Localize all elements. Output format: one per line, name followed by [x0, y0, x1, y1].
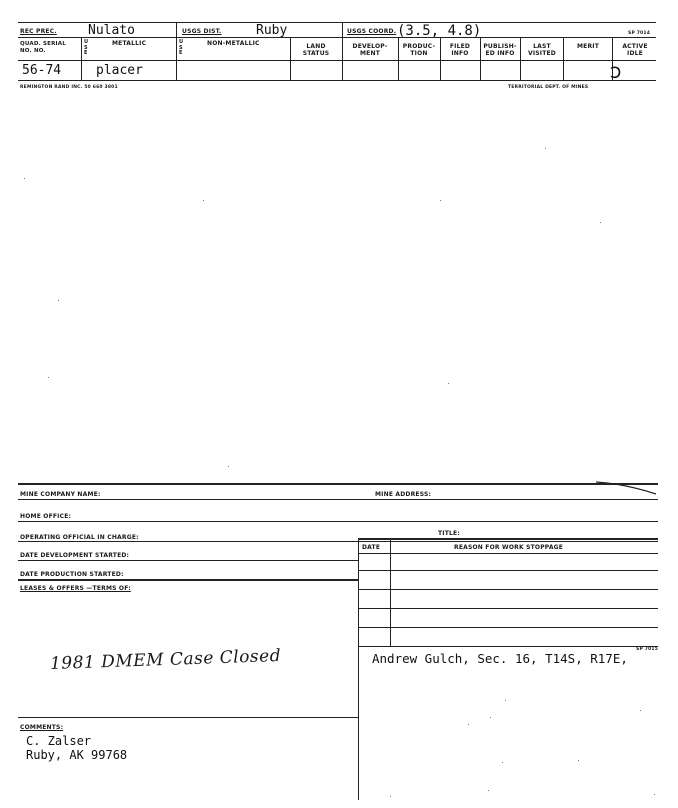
- speck: [440, 200, 441, 201]
- speck: [600, 222, 601, 223]
- leases-offers-label: LEASES & OFFERS —TERMS OF:: [20, 585, 131, 592]
- col-nonmetallic: NON-METALLIC: [207, 40, 260, 47]
- operating-official-label: OPERATING OFFICIAL IN CHARGE:: [20, 534, 139, 541]
- speck: [24, 178, 25, 179]
- speck: [390, 796, 391, 797]
- department-imprint: TERRITORIAL DEPT. OF MINES: [508, 85, 589, 90]
- speck: [545, 148, 546, 149]
- home-office-label: HOME OFFICE:: [20, 513, 72, 520]
- form-number-top: SP 7014: [628, 31, 651, 36]
- usgs-dist-value: Ruby: [256, 23, 288, 38]
- rec-prec-value: Nulato: [88, 23, 135, 38]
- active-idle-mark: Ↄ: [610, 63, 622, 82]
- col-filed-info: FILED INFO: [449, 43, 471, 57]
- speck: [48, 377, 49, 378]
- form-number-bottom: SP 7015: [636, 647, 659, 652]
- speck: [488, 790, 489, 791]
- speck: [228, 466, 229, 467]
- col-metallic: METALLIC: [112, 40, 147, 47]
- title-label: TITLE:: [438, 530, 460, 537]
- speck: [578, 760, 579, 761]
- col-active-idle: ACTIVE IDLE: [622, 43, 648, 57]
- date-development-started-label: DATE DEVELOPMENT STARTED:: [20, 552, 130, 559]
- speck: [468, 724, 469, 725]
- comment-line-2: Ruby, AK 99768: [26, 748, 128, 762]
- card-corner-curl: [596, 478, 658, 496]
- comments-label: COMMENTS:: [20, 724, 64, 731]
- col-use-2: U S E: [179, 39, 184, 56]
- comment-line-1: C. Zalser: [26, 734, 92, 748]
- col-merit: MERIT: [576, 43, 599, 50]
- speck: [448, 383, 449, 384]
- speck: [203, 200, 204, 201]
- speck: [502, 762, 503, 763]
- speck: [505, 700, 506, 701]
- mine-address-label: MINE ADDRESS:: [375, 491, 432, 498]
- date-production-started-label: DATE PRODUCTION STARTED:: [20, 571, 124, 578]
- location-text: Andrew Gulch, Sec. 16, T14S, R17E,: [372, 651, 628, 666]
- col-land-status: LAND STATUS: [302, 43, 330, 57]
- speck: [654, 794, 655, 795]
- quad-serial-value: 56-74: [22, 63, 62, 78]
- stoppage-reason-header: REASON FOR WORK STOPPAGE: [454, 544, 564, 551]
- col-production: PRODUC-TION: [402, 43, 436, 57]
- col-last-visited: LAST VISITED: [527, 43, 556, 57]
- rec-prec-label: REC PREC.: [20, 28, 57, 35]
- speck: [490, 717, 491, 718]
- col-development: DEVELOP-MENT: [352, 43, 388, 57]
- col-use-1: U S E: [84, 39, 89, 56]
- metallic-value: placer: [96, 63, 143, 78]
- col-published-info: PUBLISH-ED INFO: [483, 43, 517, 57]
- stoppage-date-header: DATE: [362, 544, 381, 551]
- usgs-coord-value: (3.5, 4.8): [397, 23, 482, 39]
- speck: [640, 710, 641, 711]
- printer-imprint: REMINGTON RAND INC. 50 660 3801: [20, 85, 118, 90]
- speck: [58, 300, 59, 301]
- handwritten-note: 1981 DMEM Case Closed: [49, 645, 282, 675]
- mine-company-name-label: MINE COMPANY NAME:: [20, 491, 101, 498]
- col-quad-serial: QUAD. SERIAL NO. NO.: [20, 41, 66, 54]
- usgs-dist-label: USGS DIST.: [182, 28, 222, 35]
- usgs-coord-label: USGS COORD.: [347, 28, 397, 35]
